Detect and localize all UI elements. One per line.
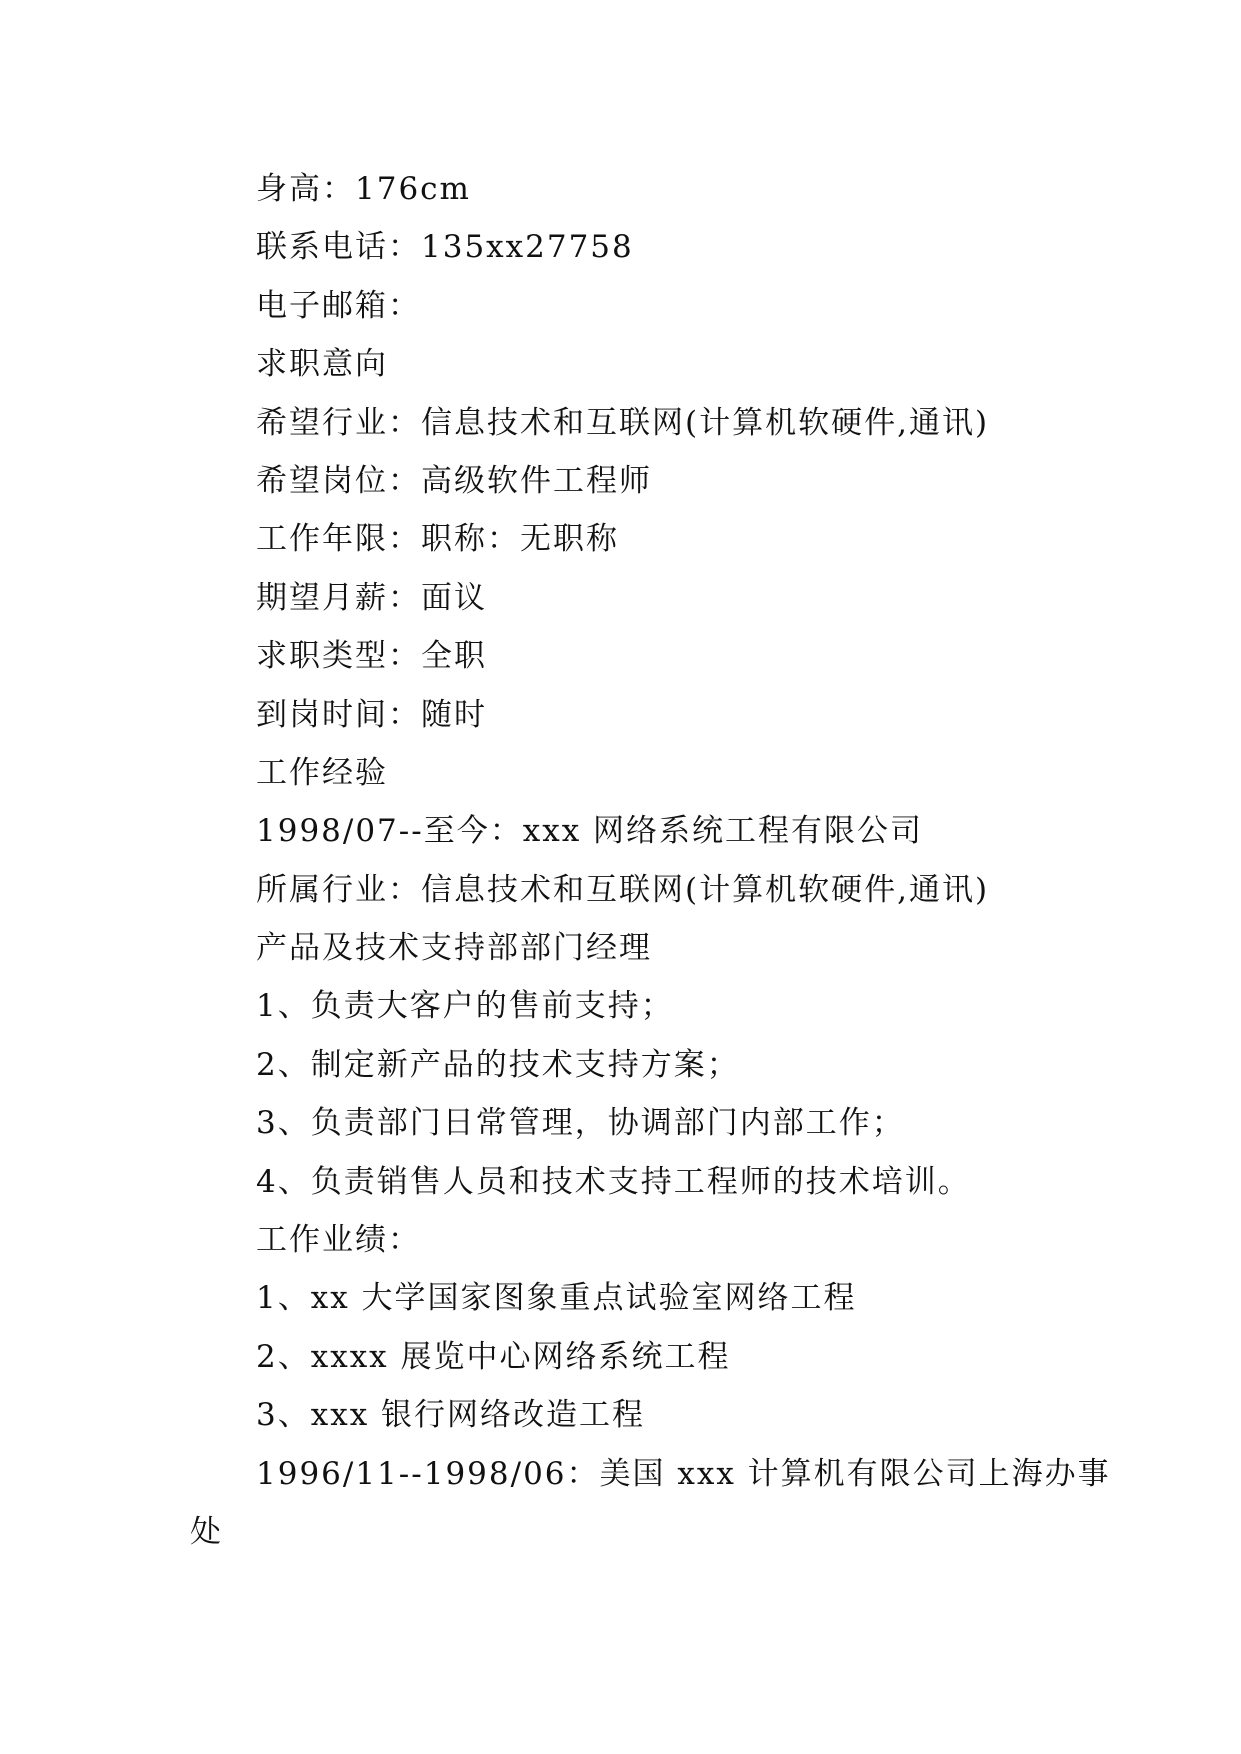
previous-job-line-continued: 处: [190, 1513, 223, 1550]
duty-item: 3、负责部门日常管理，协调部门内部工作；: [256, 1105, 905, 1142]
achievement-item: 2、xxxx 展览中心网络系统工程: [256, 1338, 731, 1375]
expected-salary-line: 期望月薪：面议: [256, 579, 487, 616]
desired-position-line: 希望岗位：高级软件工程师: [256, 462, 652, 499]
phone-line: 联系电话：135xx27758: [256, 229, 634, 266]
duty-item: 2、制定新产品的技术支持方案；: [256, 1046, 740, 1083]
work-experience-heading: 工作经验: [256, 754, 388, 791]
email-line: 电子邮箱：: [256, 287, 421, 324]
achievement-item: 1、xx 大学国家图象重点试验室网络工程: [256, 1280, 857, 1317]
height-line: 身高：176cm: [256, 171, 471, 207]
work-years-line: 工作年限：职称：无职称: [256, 521, 619, 558]
job-type-line: 求职类型：全职: [256, 638, 487, 675]
job-title-line: 产品及技术支持部部门经理: [256, 930, 652, 967]
job-period-line: 1998/07--至今：xxx 网络系统工程有限公司: [256, 813, 924, 850]
previous-job-line: 1996/11--1998/06：美国 xxx 计算机有限公司上海办事: [256, 1455, 1111, 1492]
duty-item: 4、负责销售人员和技术支持工程师的技术培训。: [256, 1163, 971, 1200]
achievement-item: 3、xxx 银行网络改造工程: [256, 1397, 646, 1434]
achievements-heading: 工作业绩：: [256, 1222, 421, 1259]
job-industry-line: 所属行业：信息技术和互联网(计算机软硬件,通讯): [256, 871, 990, 908]
resume-content: [190, 160, 1111, 1561]
start-time-line: 到岗时间：随时: [256, 696, 487, 733]
duty-item: 1、负责大客户的售前支持；: [256, 988, 674, 1025]
job-intention-heading: 求职意向: [256, 346, 388, 383]
desired-industry-line: 希望行业：信息技术和互联网(计算机软硬件,通讯): [256, 404, 990, 441]
